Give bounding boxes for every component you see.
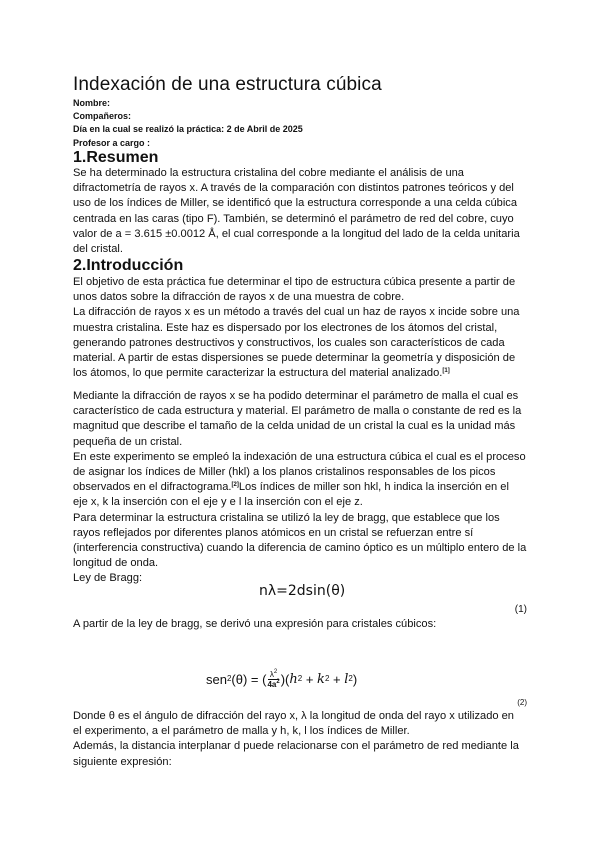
fraction-denominator (267, 680, 279, 689)
text-line: Para determinar la estructura cristalina se utilizó la ley de bragg, que establece que los (73, 511, 500, 524)
meta-companeros: Compañeros: (73, 111, 132, 121)
section-heading-resumen: 1.Resumen (73, 149, 159, 166)
text-line: La difracción de rayos x es un método a través del cual un haz de rayos x incide sobre una (73, 306, 520, 319)
text-line: generando patrones destructivos y constructivos, los cuales son característicos de cada (73, 336, 505, 349)
text-fragment: Los índices de miller son hkl, h indica la inserción en el (238, 481, 509, 494)
bragg-equation: nλ=2dsin(θ) (259, 583, 346, 599)
citation-ref-2: [2] (231, 482, 239, 489)
formula-operator: + (302, 671, 318, 687)
text-line: centrada en las caras (tipo F). También, se determinó el parámetro de red del cobre, cuyo (73, 212, 514, 225)
text-line: A partir de la ley de bragg, se derivó una expresión para cristales cúbicos: (73, 618, 437, 630)
intro-paragraph-2 (73, 389, 529, 587)
equation-number-1: (1) (514, 604, 527, 615)
text-line: (interferencia constructiva) cuando la diferencia de camino óptico es un múltiplo entero de la (73, 542, 527, 555)
formula-exponent: 2 (276, 678, 280, 685)
meta-dia: Día en la cual se realizó la práctica: 2 de Abril de 2025 (73, 124, 303, 134)
formula-fraction (267, 670, 279, 689)
formula-text: sen (206, 671, 227, 687)
text-line: El objetivo de esta práctica fue determinar el tipo de estructura cúbica presente a partir de (73, 276, 516, 288)
formula-symbol: l (344, 671, 349, 687)
formula-text: )( (280, 671, 290, 687)
text-line: longitud de onda. (73, 557, 159, 570)
text-line: eje x, k la inserción con el eje y e l la inserción con el eje z. (73, 496, 363, 509)
resumen-paragraph (73, 166, 529, 257)
text-line: difractometría de rayos x. A través de la comparación con distintos patrones teóricos y del (73, 182, 514, 195)
formula-symbol: 4a (267, 679, 277, 689)
text-line: Mediante la difracción de rayos x se ha podido determinar el parámetro de malla el cual es (73, 390, 519, 402)
text-line: uso de los índices de Miller, se identificó que la estructura corresponde a una celda cúbica (73, 197, 518, 210)
text-line: del cristal. (73, 243, 123, 256)
text-fragment: observados en el difractograma. (73, 481, 232, 494)
formula-operator: + (329, 671, 345, 687)
text-line: muestra cristalina. Este haz es dispersado por los electrones de los átomos del cristal, (73, 321, 498, 334)
section-heading-introduccion: 2.Introducción (73, 257, 184, 274)
meta-nombre: Nombre: (73, 98, 111, 108)
formula-symbol: k (317, 671, 325, 687)
text-line: Además, la distancia interplanar d puede relacionarse con el parámetro de red mediante la (73, 740, 519, 753)
text-fragment: los átomos, lo que permite caracterizar la estructura del material analizado. (73, 367, 443, 380)
intro-paragraph-4 (73, 709, 529, 770)
text-line: característico de cada estructura y material. El parámetro de malla o constante de red es la (73, 405, 522, 418)
meta-profesor: Profesor a cargo : (73, 138, 151, 148)
formula-symbol: λ (269, 669, 274, 679)
text-line: siguiente expresión: (73, 755, 172, 768)
text-line: el experimento, a el parámetro de malla y h, k, l los índices de Miller. (73, 725, 410, 738)
cubic-crystal-equation: sen 2 (θ) = ( $\frac{\lambda^2}{4a^2}$ )( h 2 + k 2 + l 2 ) (206, 668, 358, 689)
text-line: pequeña de un cristal. (73, 435, 183, 448)
text-line: valor de a = 3.615 ±0.0012 Å, el cual corresponde a la longitud del lado de la celda unitaria (73, 227, 520, 240)
intro-paragraph-3 (73, 617, 529, 632)
text-line: Ley de Bragg: (73, 572, 143, 585)
text-line: unos datos sobre la difracción de rayos x de una muestra de cobre. (73, 291, 405, 304)
formula-symbol: h (289, 671, 298, 687)
text-line: material. A partir de estas dispersiones se puede determinar la geometría y disposición de (73, 352, 516, 365)
text-line: rayos reflejados por diferentes planos atómicos en un cristal se refuerzan entre sí (73, 526, 474, 539)
text-line: de asignar los índices de Miller (hkl) a los planos cristalinos responsables de los picos (73, 466, 496, 479)
text-line (73, 366, 529, 381)
formula-exponent: 2 (273, 668, 278, 675)
formula-text: (θ) = ( (231, 671, 267, 687)
citation-ref-1: [1] (442, 368, 450, 375)
text-line: Se ha determinado la estructura cristalina del cobre mediante el análisis de una (73, 167, 464, 179)
page-title: Indexación de una estructura cúbica (73, 74, 382, 95)
text-line: Donde θ es el ángulo de difracción del rayo x, λ la longitud de onda del rayo x utilizado en (73, 710, 514, 722)
intro-paragraph-1 (73, 275, 529, 381)
equation-number-2: (2) (517, 698, 527, 707)
text-line: magnitud que describe el tamaño de la celda unidad de un cristal la cual es la unidad más (73, 420, 516, 433)
formula-text: ) (352, 671, 358, 687)
text-line: En este experimento se empleó la indexación de una estructura cúbica el cual es el proceso (73, 450, 526, 463)
text-line (73, 480, 529, 495)
